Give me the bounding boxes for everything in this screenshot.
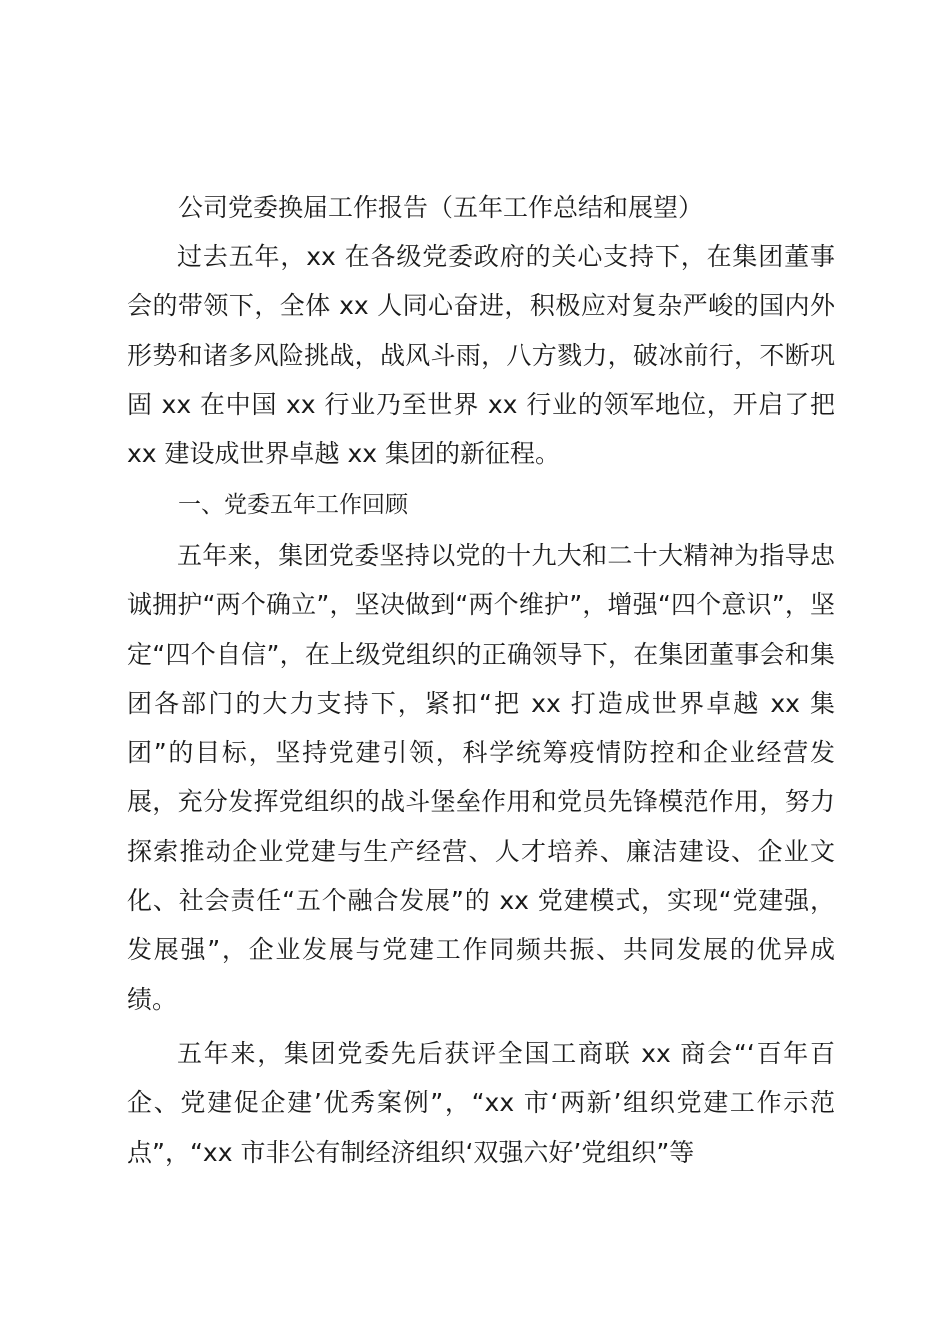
- section-heading: 一、党委五年工作回顾: [178, 492, 408, 518]
- paragraph-honors: 五年来，集团党委先后获评全国工商联 xx 商会“‘百年百企、党建促企建’优秀案例”，“xx 市‘两新’组织党建工作示范点”，“xx 市非公有制经济组织‘双强六好’党组织”等: [127, 1039, 835, 1167]
- paragraph-intro: 过去五年，xx 在各级党委政府的关心支持下，在集团董事会的带领下，全体 xx 人同心奋进，积极应对复杂严峻的国内外形势和诸多风险挑战，战风斗雨，八方戮力，破冰前行，不断巩固 xx 在中国 xx 行业乃至世界 xx 行业的领军地位，开启了把 xx 建设成世界卓越 xx 集团的新征程。: [127, 242, 835, 469]
- paragraph-review: 五年来，集团党委坚持以党的十九大和二十大精神为指导忠诚拥护“两个确立”，坚决做到“两个维护”，增强“四个意识”，坚定“四个自信”，在上级党组织的正确领导下，在集团董事会和集团各部门的大力支持下，紧扣“把 xx 打造成世界卓越 xx 集团”的目标，坚持党建引领，科学统筹疫情防控和企业经营发展，充分发挥党组织的战斗堡垒作用和党员先锋模范作用，努力探索推动企业党建与生产经营、人才培养、廉洁建设、企业文化、社会责任“五个融合发展”的 xx 党建模式，实现“党建强，发展强”，企业发展与党建工作同频共振、共同发展的优异成绩。: [127, 541, 835, 1014]
- document-title: 公司党委换届工作报告（五年工作总结和展望）: [178, 193, 704, 222]
